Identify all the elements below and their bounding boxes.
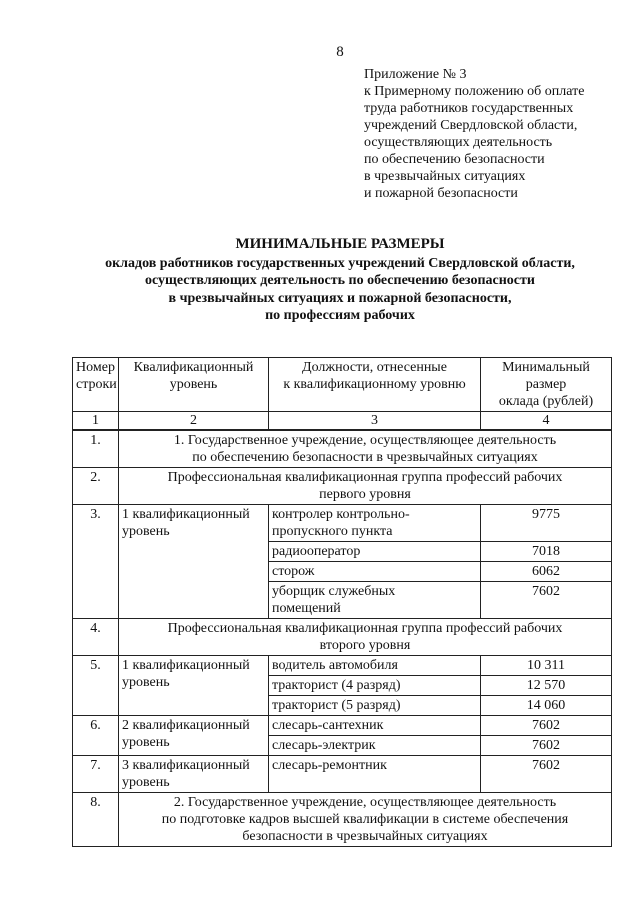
row-number: 6. bbox=[73, 716, 119, 756]
document-subtitle-line: в чрезвычайных ситуациях и пожарной безопасности, bbox=[168, 290, 512, 306]
appendix-line: Приложение № 3 bbox=[364, 67, 467, 82]
salary-table bbox=[72, 357, 612, 847]
qualification-level-cell: 3 квалификационный уровень bbox=[119, 756, 269, 793]
table-header-row bbox=[73, 358, 612, 412]
column-number-row bbox=[73, 412, 612, 431]
section-heading-cell: 1. Государственное учреждение, осуществляющее деятельность по обеспечению безопасности в чрезвычайных ситуациях bbox=[119, 430, 612, 468]
header-min-salary: Минимальный размер оклада (рублей) bbox=[481, 358, 612, 412]
group-heading-cell: Профессиональная квалификационная группа профессий рабочих второго уровня bbox=[119, 619, 612, 656]
position-cell: контролер контрольно- пропускного пункта bbox=[269, 505, 481, 542]
header-positions: Должности, отнесенные к квалификационному уровню bbox=[269, 358, 481, 412]
appendix-line: труда работников государственных bbox=[364, 101, 574, 116]
salary-cell: 7602 bbox=[481, 756, 612, 793]
salary-cell: 7602 bbox=[481, 716, 612, 736]
document-heading bbox=[0, 236, 640, 325]
salary-cell: 6062 bbox=[481, 562, 612, 582]
salary-cell: 7602 bbox=[481, 582, 612, 619]
column-number: 1 bbox=[73, 412, 119, 431]
row-number: 8. bbox=[73, 793, 119, 847]
group-heading-cell: Профессиональная квалификационная группа профессий рабочих первого уровня bbox=[119, 468, 612, 505]
position-cell: слесарь-электрик bbox=[269, 736, 481, 756]
salary-cell: 12 570 bbox=[481, 676, 612, 696]
table-row bbox=[73, 793, 612, 847]
document-subtitle-line: по профессиям рабочих bbox=[265, 308, 415, 323]
position-cell: слесарь-сантехник bbox=[269, 716, 481, 736]
qualification-level-cell: 1 квалификационный уровень bbox=[119, 656, 269, 716]
document-title: МИНИМАЛЬНЫЕ РАЗМЕРЫ bbox=[235, 236, 445, 252]
row-number: 4. bbox=[73, 619, 119, 656]
position-cell: тракторист (4 разряд) bbox=[269, 676, 481, 696]
position-cell: сторож bbox=[269, 562, 481, 582]
document-subtitle-line: окладов работников государственных учреждений Свердловской области, bbox=[105, 255, 575, 271]
position-cell: водитель автомобиля bbox=[269, 656, 481, 676]
salary-cell: 14 060 bbox=[481, 696, 612, 716]
page-number: 8 bbox=[336, 44, 344, 60]
table-row bbox=[73, 505, 612, 542]
column-number: 4 bbox=[481, 412, 612, 431]
position-cell: слесарь-ремонтник bbox=[269, 756, 481, 793]
appendix-line: к Примерному положению об оплате bbox=[364, 84, 585, 99]
appendix-line: по обеспечению безопасности bbox=[364, 152, 545, 167]
table-row bbox=[73, 619, 612, 656]
appendix-line: учреждений Свердловской области, bbox=[364, 118, 578, 133]
appendix-line: и пожарной безопасности bbox=[364, 186, 518, 201]
position-cell: радиооператор bbox=[269, 542, 481, 562]
column-number: 2 bbox=[119, 412, 269, 431]
salary-cell: 9775 bbox=[481, 505, 612, 542]
position-cell: тракторист (5 разряд) bbox=[269, 696, 481, 716]
appendix-line: осуществляющих деятельность bbox=[364, 135, 553, 150]
appendix-line: в чрезвычайных ситуациях bbox=[364, 169, 526, 184]
document-subtitle-line: осуществляющих деятельность по обеспечению безопасности bbox=[145, 273, 535, 288]
table-row bbox=[73, 656, 612, 676]
salary-cell: 7018 bbox=[481, 542, 612, 562]
row-number: 7. bbox=[73, 756, 119, 793]
table-row bbox=[73, 716, 612, 736]
qualification-level-cell: 1 квалификационный уровень bbox=[119, 505, 269, 619]
row-number: 1. bbox=[73, 430, 119, 468]
table-row bbox=[73, 756, 612, 793]
row-number: 5. bbox=[73, 656, 119, 716]
salary-cell: 7602 bbox=[481, 736, 612, 756]
row-number: 3. bbox=[73, 505, 119, 619]
table-row bbox=[73, 468, 612, 505]
header-qualification-level: Квалификационный уровень bbox=[119, 358, 269, 412]
appendix-reference bbox=[364, 66, 584, 202]
row-number: 2. bbox=[73, 468, 119, 505]
position-cell: уборщик служебных помещений bbox=[269, 582, 481, 619]
section-heading-cell: 2. Государственное учреждение, осуществляющее деятельность по подготовке кадров высшей квалификации в системе обеспечения безопасности в чрезвычайных ситуациях bbox=[119, 793, 612, 847]
column-number: 3 bbox=[269, 412, 481, 431]
header-row-number: Номер строки bbox=[73, 358, 119, 412]
qualification-level-cell: 2 квалификационный уровень bbox=[119, 716, 269, 756]
salary-cell: 10 311 bbox=[481, 656, 612, 676]
table-row bbox=[73, 430, 612, 468]
